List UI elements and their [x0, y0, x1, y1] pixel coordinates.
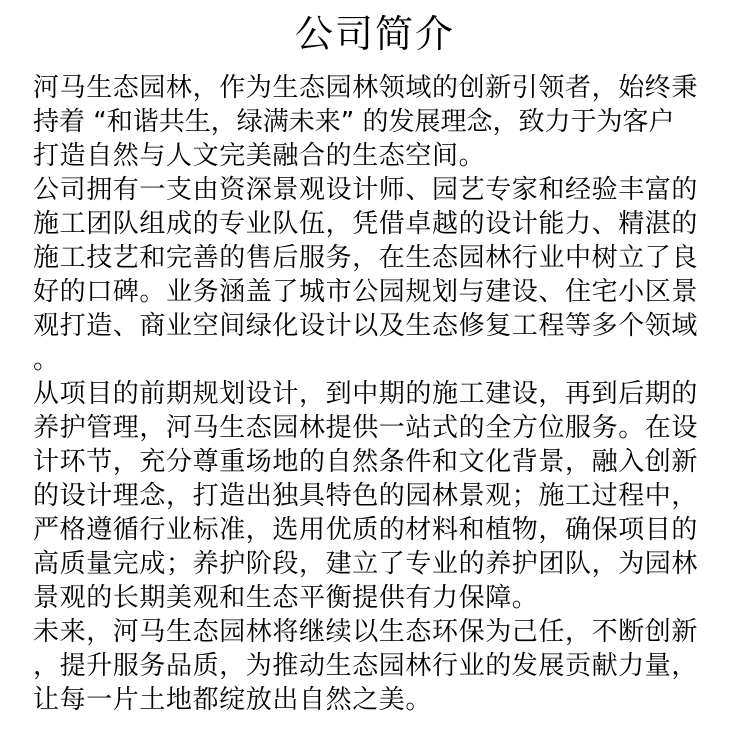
text-line: 好的口碑。业务涵盖了城市公园规划与建设、住宅小区景	[33, 277, 699, 307]
company-intro-body	[33, 71, 733, 717]
text-line: 高质量完成；养护阶段，建立了专业的养护团队，为园林	[33, 549, 699, 579]
text-line: 未来，河马生态园林将继续以生态环保为己任，不断创新	[33, 617, 699, 647]
text-line: 计环节，充分尊重场地的自然条件和文化背景，融入创新	[33, 447, 699, 477]
text-line: 严格遵循行业标准，选用优质的材料和植物，确保项目的	[33, 515, 699, 545]
text-line: 观打造、商业空间绿化设计以及生态修复工程等多个领域	[33, 311, 699, 341]
text-line: 从项目的前期规划设计，到中期的施工建设，再到后期的	[33, 379, 699, 409]
text-line: 施工技艺和完善的售后服务，在生态园林行业中树立了良	[33, 243, 699, 273]
text-line: 施工团队组成的专业队伍，凭借卓越的设计能力、精湛的	[33, 209, 699, 239]
text-line: 让每一片土地都绽放出自然之美。	[33, 685, 433, 715]
text-line: 公司拥有一支由资深景观设计师、园艺专家和经验丰富的	[33, 175, 699, 205]
text-line: 河马生态园林，作为生态园林领域的创新引领者，始终秉	[33, 73, 699, 103]
text-line: 持着 “和谐共生，绿满未来” 的发展理念，致力于为客户	[33, 107, 675, 137]
text-line: 景观的长期美观和生态平衡提供有力保障。	[33, 583, 539, 613]
page-title: 公司简介	[294, 12, 455, 56]
text-line: 。	[33, 345, 60, 375]
text-line: 打造自然与人文完美融合的生态空间。	[33, 141, 486, 171]
text-line: 的设计理念，打造出独具特色的园林景观；施工过程中，	[33, 481, 699, 511]
text-line: ，提升服务品质，为推动生态园林行业的发展贡献力量，	[33, 651, 699, 681]
text-line: 养护管理，河马生态园林提供一站式的全方位服务。在设	[33, 413, 699, 443]
